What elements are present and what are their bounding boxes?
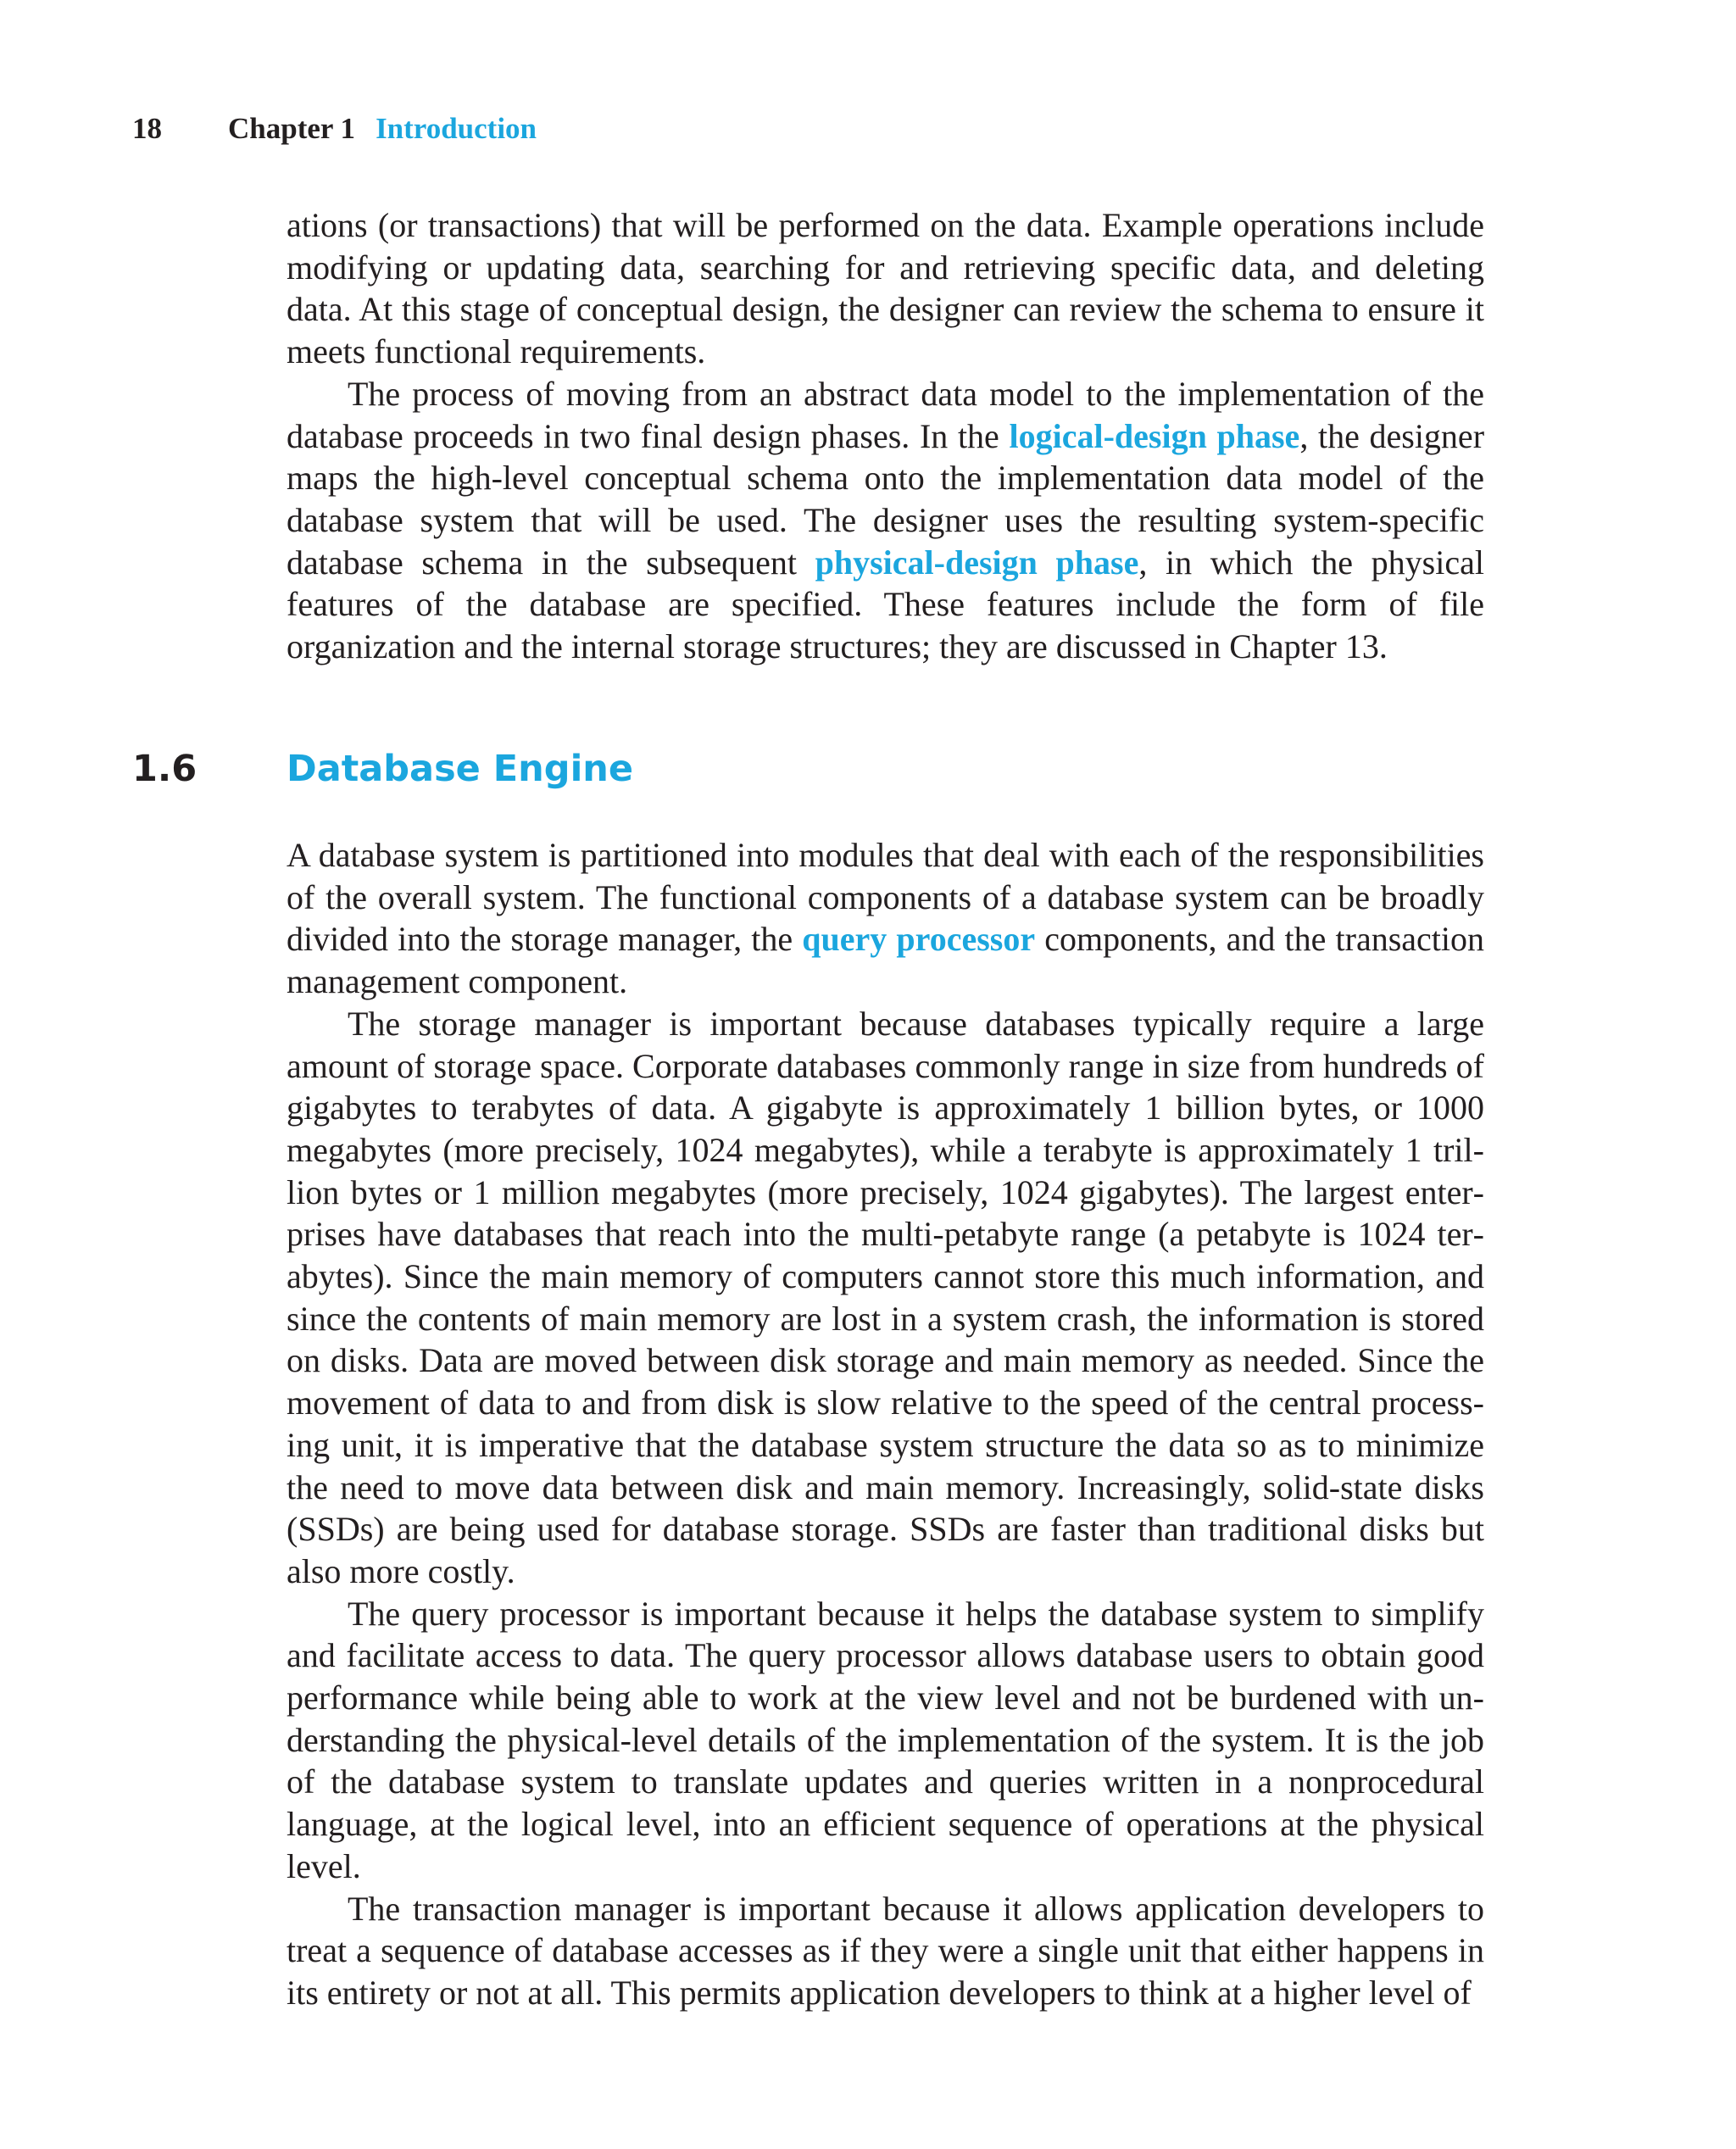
chapter-title: Introduction — [376, 112, 537, 145]
term-logical-design-phase: logical-design phase — [1009, 416, 1300, 455]
section-title: Database Engine — [287, 748, 634, 790]
section-text-block — [287, 834, 1484, 2014]
text-run: , the designer maps the high-level conceptual schema onto the implementation data model of the database system that will be used. The designer uses the resulting system-specific database schema in the subsequent — [287, 416, 1485, 582]
chapter-label: Chapter 1 — [228, 112, 356, 145]
paragraph-design-phases — [287, 373, 1484, 668]
paragraph-continued: ations (or transactions) that will be performed on the data. Example operations include modifying or updating data, searching for and retrieving specific data, and deleting data. At this stage of conceptual design, the designer can review the schema to ensure it meets functional requirements. — [287, 206, 1484, 371]
running-head — [132, 112, 537, 146]
top-text-block — [287, 204, 1484, 668]
text-run: The process of moving from an abstract data model to the implementation of the database proceeds in two final design phases. In the — [287, 374, 1484, 455]
paragraph-query-processor: The query processor is important because it helps the database system to simplify and facilitate access to data. The query processor allows database users to obtain good performance while being able to work at the view level and not be burdened with understanding the physical-level details of the implementation of the system. It is the job of the database system to translate updates and queries written in a nonprocedural language, at the logical level, into an efficient sequence of operations at the physical level. — [287, 1594, 1484, 1885]
term-query-processor: query processor — [802, 920, 1036, 959]
text-run: components, and the transaction management component. — [287, 920, 1484, 1001]
page-number: 18 — [132, 112, 162, 145]
term-physical-design-phase: physical-design phase — [815, 543, 1139, 582]
text-run: A database system is partitioned into modules that deal with each of the responsibilities of the overall system. The functional components of a database system can be broadly divided into the storage manager, the — [287, 836, 1484, 959]
paragraph-modules — [287, 834, 1484, 1003]
paragraph-transaction-manager: The transaction manager is important because it allows application developers to treat a sequence of database accesses as if they were a single unit that either happens in its entirety or not at all. This permits application developers to think at a higher level of — [287, 1889, 1484, 2012]
section-number: 1.6 — [132, 748, 198, 790]
paragraph-storage-manager: The storage manager is important because databases typically require a large amount of storage space. Corporate databases commonly range in size from hundreds of gigabytes to terabytes of data. A gigabyte is approximately 1 billion bytes, or 1000 megabytes (more precisely, 1024 megabytes), while a terabyte is approximately 1 trillion bytes or 1 million megabytes (more precisely, 1024 gigabytes). The largest enterprises have databases that reach into the multi-petabyte range (a petabyte is 1024 terabytes). Since the main memory of computers cannot store this much information, and since the contents of main memory are lost in a system crash, the information is stored on disks. Data are moved between disk storage and main memory as needed. Since the movement of data to and from disk is slow relative to the speed of the central processing unit, it is imperative that the database system structure the data so as to minimize the need to move data between disk and main memory. Increasingly, solid-state disks (SSDs) are being used for database storage. SSDs are faster than traditional disks but also more costly. — [287, 1004, 1484, 1590]
text-run: , in which the physical features of the database are specified. These features include the form of file organization and the internal storage structures; they are discussed in Chapter 13. — [287, 543, 1484, 666]
